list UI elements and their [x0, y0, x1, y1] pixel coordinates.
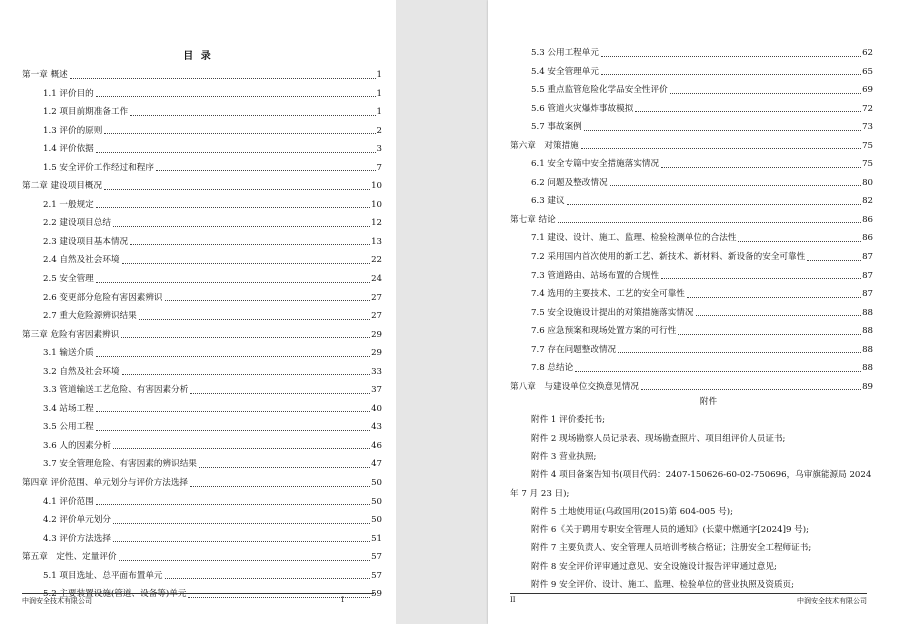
toc-entry-page: 50	[371, 496, 382, 507]
toc-entry-page: 86	[862, 233, 873, 244]
toc-entry-title: 3.2 自然及社会环境	[43, 366, 120, 377]
toc-section-entry[interactable]	[22, 358, 382, 377]
toc-dot-leader	[113, 447, 370, 449]
toc-entry-title: 4.1 评价范围	[43, 496, 94, 507]
toc-chapter-entry[interactable]	[510, 132, 873, 151]
toc-dot-leader	[678, 333, 861, 335]
attachment-item: 附件 5 土地使用证(乌政国用(2015)第 604-005 号);	[531, 506, 733, 517]
toc-dot-leader	[113, 540, 370, 542]
toc-dot-leader	[661, 277, 861, 279]
toc-section-entry[interactable]	[510, 243, 873, 262]
toc-entry-title: 4.2 评价单元划分	[43, 515, 111, 526]
toc-entry-page: 87	[862, 289, 873, 300]
toc-entry-page: 75	[862, 159, 873, 170]
toc-page-right	[488, 0, 903, 624]
toc-dot-leader	[807, 259, 861, 261]
toc-entry-title: 第一章 概述	[22, 69, 68, 80]
toc-dot-leader	[165, 299, 371, 301]
toc-entry-title: 3.6 人的因素分析	[43, 440, 111, 451]
toc-entry-title: 第七章 结论	[510, 214, 556, 225]
toc-entry-page: 82	[862, 196, 873, 207]
toc-entry-page: 10	[371, 181, 382, 192]
toc-section-entry[interactable]	[22, 154, 382, 173]
toc-section-entry[interactable]	[22, 246, 382, 265]
toc-section-entry[interactable]	[22, 432, 382, 451]
toc-entry-title: 3.1 输送介质	[43, 348, 94, 359]
toc-entry-title: 1.4 评价依据	[43, 144, 94, 155]
toc-dot-leader	[635, 110, 861, 112]
toc-dot-leader	[122, 373, 371, 375]
toc-section-entry[interactable]	[22, 135, 382, 154]
toc-entry-page: 88	[862, 363, 873, 374]
toc-entry-page: 87	[862, 251, 873, 262]
toc-dot-leader	[104, 132, 375, 134]
toc-section-entry[interactable]	[22, 302, 382, 321]
attachment-item: 附件 1 评价委托书;	[531, 415, 605, 426]
toc-dot-leader	[601, 55, 861, 57]
toc-dot-leader	[165, 577, 371, 579]
attachment-item: 附件 8 安全评价评审通过意见、安全设施设计报告评审通过意见;	[531, 561, 777, 572]
toc-entry-page: 1	[376, 107, 382, 118]
toc-entry-title: 7.3 管道路由、站场布置的合规性	[531, 270, 660, 281]
toc-entry-page: 40	[371, 403, 382, 414]
toc-entry-title: 5.6 管道火灾爆炸事故模拟	[531, 103, 634, 114]
toc-section-entry[interactable]	[510, 187, 873, 206]
toc-entry-title: 2.1 一般规定	[43, 199, 94, 210]
toc-entry-page: 50	[371, 515, 382, 526]
page-gap	[396, 0, 488, 624]
footer-company: 中润安全技术有限公司	[22, 597, 92, 605]
toc-section-entry[interactable]	[22, 506, 382, 525]
toc-dot-leader	[738, 240, 861, 242]
attachment-item: 附件 7 主要负责人、安全管理人员培训考核合格证；注册安全工程师证书;	[531, 543, 812, 554]
toc-dot-leader	[584, 129, 861, 131]
toc-entry-title: 4.3 评价方法选择	[43, 533, 111, 544]
attachment-item	[510, 466, 873, 503]
toc-section-entry[interactable]	[510, 76, 873, 95]
toc-dot-leader	[96, 355, 370, 357]
toc-section-entry[interactable]	[510, 95, 873, 114]
toc-entry-title: 1.2 项目前期准备工作	[43, 107, 129, 118]
attachment-item: 附件 9 安全评价、设计、施工、监理、检验单位的营业执照及资质页;	[531, 580, 795, 591]
toc-entry-page: 47	[371, 459, 382, 470]
toc-section-entry[interactable]	[22, 450, 382, 469]
toc-entry-page: 3	[376, 144, 382, 155]
toc-chapter-entry[interactable]	[22, 321, 382, 340]
toc-entry-page: 29	[371, 329, 382, 340]
toc-entry-page: 73	[862, 122, 873, 133]
toc-dot-leader	[558, 221, 861, 223]
toc-section-entry[interactable]	[510, 58, 873, 77]
toc-dot-leader	[113, 225, 370, 227]
toc-dot-leader	[96, 503, 370, 505]
toc-entry-title: 1.5 安全评价工作经过和程序	[43, 162, 154, 173]
toc-section-entry[interactable]	[22, 80, 382, 99]
toc-entry-page: 59	[371, 589, 382, 600]
toc-entry-page: 22	[371, 255, 382, 266]
toc-dot-leader	[670, 92, 861, 94]
toc-entry-title: 第四章 评价范围、单元划分与评价方法选择	[22, 477, 189, 488]
toc-section-entry[interactable]	[510, 113, 873, 132]
toc-entry-title: 第六章 对策措施	[510, 140, 579, 151]
toc-entry-title: 7.7 存在问题整改情况	[531, 344, 617, 355]
toc-entry-page: 89	[862, 381, 873, 392]
toc-entry-page: 13	[371, 236, 382, 247]
toc-entry-page: 29	[371, 348, 382, 359]
toc-section-entry[interactable]	[510, 39, 873, 58]
toc-entry-title: 5.5 重点监管危险化学品安全性评价	[531, 85, 668, 96]
toc-chapter-entry[interactable]	[510, 373, 873, 392]
toc-dot-leader	[190, 485, 370, 487]
toc-chapter-entry[interactable]	[22, 61, 382, 80]
toc-entry-page: 46	[371, 440, 382, 451]
toc-section-entry[interactable]	[510, 169, 873, 188]
toc-entry-title: 7.4 选用的主要技术、工艺的安全可靠性	[531, 289, 685, 300]
toc-entry-title: 2.5 安全管理	[43, 273, 94, 284]
toc-section-entry[interactable]	[22, 209, 382, 228]
toc-entry-title: 7.1 建设、设计、施工、监理、检验检测单位的合法性	[531, 233, 737, 244]
toc-section-entry[interactable]	[510, 336, 873, 355]
toc-entry-page: 37	[371, 385, 382, 396]
attachment-line: 附件 4 项目备案告知书(项目代码：2407-150626-60-02-750696，乌审旗能源局 2024	[531, 470, 872, 481]
toc-entry-page: 51	[371, 533, 382, 544]
toc-entry-page: 43	[371, 422, 382, 433]
toc-section-entry[interactable]	[510, 262, 873, 281]
toc-section-entry[interactable]	[22, 339, 382, 358]
toc-entry-title: 第二章 建设项目概况	[22, 181, 103, 192]
toc-entry-page: 27	[371, 292, 382, 303]
toc-dot-leader	[104, 188, 370, 190]
toc-dot-leader	[575, 370, 861, 372]
attachments-title: 附件	[699, 397, 718, 408]
toc-entry-title: 5.4 安全管理单元	[531, 66, 599, 77]
toc-entry-page: 24	[371, 273, 382, 284]
toc-entry-page: 86	[862, 214, 873, 225]
toc-section-entry[interactable]	[510, 150, 873, 169]
toc-entry-title: 2.6 变更部分危险有害因素辨识	[43, 292, 163, 303]
toc-entry-title: 6.1 安全专篇中安全措施落实情况	[531, 159, 660, 170]
toc-dot-leader	[581, 147, 861, 149]
toc-entry-page: 7	[376, 162, 382, 173]
toc-entry-title: 第五章 定性、定量评价	[22, 552, 117, 563]
toc-entry-page: 10	[371, 199, 382, 210]
toc-chapter-entry[interactable]	[510, 206, 873, 225]
toc-entry-title: 7.2 采用国内首次使用的新工艺、新技术、新材料、新设备的安全可靠性	[531, 251, 806, 262]
toc-entry-title: 3.7 安全管理危险、有害因素的辨识结果	[43, 459, 197, 470]
toc-section-entry[interactable]	[22, 562, 382, 581]
toc-entry-page: 88	[862, 344, 873, 355]
toc-dot-leader	[96, 95, 376, 97]
toc-dot-leader	[130, 114, 375, 116]
toc-chapter-entry[interactable]	[22, 543, 382, 562]
toc-dot-leader	[96, 151, 376, 153]
page-footer-right	[510, 593, 867, 605]
footer-page-number: II	[510, 596, 516, 604]
toc-dot-leader	[122, 262, 371, 264]
toc-dot-leader	[618, 351, 861, 353]
toc-entry-page: 57	[371, 552, 382, 563]
toc-chapter-entry[interactable]	[22, 469, 382, 488]
toc-dot-leader	[119, 559, 371, 561]
toc-page-left	[0, 0, 396, 624]
toc-dot-leader	[96, 281, 370, 283]
toc-dot-leader	[121, 336, 370, 338]
toc-entry-page: 88	[862, 307, 873, 318]
toc-section-entry[interactable]	[22, 265, 382, 284]
toc-entry-title: 2.4 自然及社会环境	[43, 255, 120, 266]
toc-entry-page: 62	[862, 47, 873, 58]
page-footer-left	[22, 593, 374, 605]
toc-dot-leader	[567, 203, 861, 205]
toc-section-entry[interactable]	[22, 98, 382, 117]
toc-section-entry[interactable]	[510, 354, 873, 373]
toc-dot-leader	[610, 184, 862, 186]
toc-dot-leader	[190, 392, 370, 394]
toc-entry-title: 2.2 建设项目总结	[43, 218, 111, 229]
toc-entry-page: 80	[862, 177, 873, 188]
toc-section-entry[interactable]	[22, 284, 382, 303]
toc-entry-page: 2	[376, 125, 382, 136]
toc-dot-leader	[696, 314, 862, 316]
toc-entry-title: 6.2 问题及整改情况	[531, 177, 608, 188]
toc-entry-title: 1.3 评价的原则	[43, 125, 103, 136]
toc-entry-page: 65	[862, 66, 873, 77]
toc-list-right	[510, 39, 873, 594]
toc-section-entry[interactable]	[510, 224, 873, 243]
toc-dot-leader	[641, 388, 861, 390]
toc-entry-title: 3.3 管道输送工艺危险、有害因素分析	[43, 385, 189, 396]
toc-entry-title: 2.3 建设项目基本情况	[43, 236, 129, 247]
toc-dot-leader	[130, 243, 370, 245]
toc-chapter-entry[interactable]	[22, 172, 382, 191]
footer-page-number: I	[341, 596, 344, 604]
toc-section-entry[interactable]	[510, 317, 873, 336]
toc-section-entry[interactable]	[22, 525, 382, 544]
toc-entry-page: 27	[371, 311, 382, 322]
toc-dot-leader	[687, 296, 861, 298]
toc-entry-title: 7.5 安全设施设计提出的对策措施落实情况	[531, 307, 694, 318]
attachment-item: 附件 6《关于聘用专职安全管理人员的通知》(长蒙中燃通字[2024]9 号);	[531, 525, 810, 536]
toc-entry-title: 7.6 应急预案和现场处置方案的可行性	[531, 326, 677, 337]
toc-section-entry[interactable]	[22, 395, 382, 414]
toc-entry-page: 12	[371, 218, 382, 229]
toc-entry-title: 3.5 公用工程	[43, 422, 94, 433]
toc-entry-page: 1	[376, 88, 382, 99]
toc-entries-right	[510, 39, 873, 391]
toc-entry-page: 57	[371, 570, 382, 581]
toc-entry-title: 7.8 总结论	[531, 363, 574, 374]
toc-entry-page: 72	[862, 103, 873, 114]
toc-section-entry[interactable]	[22, 191, 382, 210]
toc-dot-leader	[601, 73, 861, 75]
toc-section-entry[interactable]	[510, 280, 873, 299]
toc-entry-page: 33	[371, 366, 382, 377]
toc-dot-leader	[96, 410, 370, 412]
toc-entry-title: 1.1 评价目的	[43, 88, 94, 99]
toc-title: 目 录	[183, 51, 213, 62]
toc-entry-page: 75	[862, 140, 873, 151]
toc-entry-title: 3.4 站场工程	[43, 403, 94, 414]
toc-list-left	[22, 61, 382, 599]
attachments-list	[510, 411, 873, 594]
toc-entry-title: 第八章 与建设单位交换意见情况	[510, 381, 639, 392]
toc-dot-leader	[70, 77, 376, 79]
toc-entry-title: 5.1 项目选址、总平面布置单元	[43, 570, 163, 581]
toc-entry-title: 5.3 公用工程单元	[531, 47, 599, 58]
toc-section-entry[interactable]	[22, 228, 382, 247]
toc-entry-page: 87	[862, 270, 873, 281]
toc-dot-leader	[199, 466, 370, 468]
toc-entry-page: 1	[376, 69, 382, 80]
toc-entry-title: 第三章 危险有害因素辨识	[22, 329, 120, 340]
toc-dot-leader	[96, 429, 370, 431]
toc-section-entry[interactable]	[22, 488, 382, 507]
toc-section-entry[interactable]	[510, 299, 873, 318]
toc-entry-page: 69	[862, 85, 873, 96]
attachment-line-continued: 年 7 月 23 日);	[510, 488, 570, 499]
toc-entry-title: 2.7 重大危险源辨识结果	[43, 311, 137, 322]
toc-entry-page: 88	[862, 326, 873, 337]
toc-entry-title: 5.2 主要装置设施(管道、设备等)单元	[43, 589, 187, 600]
attachment-item: 附件 3 营业执照;	[531, 451, 597, 462]
attachment-item: 附件 2 现场勘察人员记录表、现场勘查照片、项目组评价人员证书;	[531, 433, 786, 444]
toc-dot-leader	[139, 318, 370, 320]
toc-dot-leader	[96, 206, 370, 208]
toc-section-entry[interactable]	[22, 376, 382, 395]
toc-dot-leader	[113, 522, 370, 524]
toc-dot-leader	[661, 166, 861, 168]
toc-entry-title: 5.7 事故案例	[531, 122, 582, 133]
toc-section-entry[interactable]	[22, 117, 382, 136]
toc-section-entry[interactable]	[22, 413, 382, 432]
toc-dot-leader	[156, 169, 376, 171]
footer-company: 中润安全技术有限公司	[797, 597, 867, 605]
toc-entry-title: 6.3 建议	[531, 196, 565, 207]
toc-entry-page: 50	[371, 477, 382, 488]
